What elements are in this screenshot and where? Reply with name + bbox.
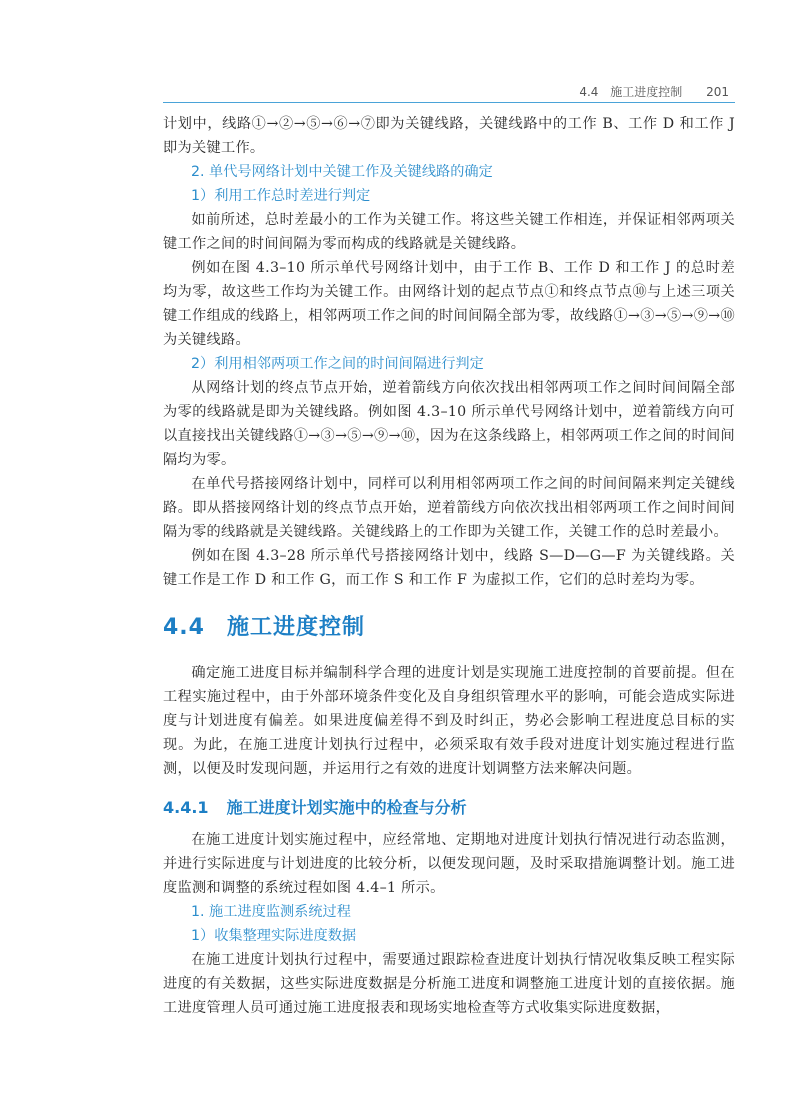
header-section-number: 4.4 <box>579 85 599 99</box>
subsection-number: 4.4.1 <box>163 798 209 817</box>
heading-single-code-critical: 2. 单代号网络计划中关键工作及关键线路的确定 <box>191 164 493 180</box>
heading-monitoring-process: 1. 施工进度监测系统过程 <box>191 904 351 920</box>
paragraph-time-interval: 从网络计划的终点节点开始，逆着箭线方向依次找出相邻两项工作之间时间间隔全部为零的线路就是即为关键线路。例如图 4.3–10 所示单代号网络计划中，逆着箭线方向可以直接找出关键线路①→③→⑤→⑨→⑩，因为在这条线路上，相邻两项工作之间的时间间隔均为零。 <box>163 380 735 468</box>
header-text <box>579 83 729 100</box>
page-body <box>163 112 735 1020</box>
section-heading <box>163 610 735 641</box>
page-number: 201 <box>706 85 729 99</box>
paragraph-example-fig-4-3-10: 例如在图 4.3–10 所示单代号网络计划中，由于工作 B、工作 D 和工作 J 的总时差均为零，故这些工作均为关键工作。由网络计划的起点节点①和终点节点⑩与上述三项关键工作组成的线路上，相邻两项工作之间的时间间隔全部为零，故线路①→③→⑤→⑨→⑩为关键线路。 <box>163 260 735 348</box>
subsection-title: 施工进度计划实施中的检查与分析 <box>226 798 467 817</box>
paragraph-section-intro: 确定施工进度目标并编制科学合理的进度计划是实现施工进度控制的首要前提。但在工程实施过程中，由于外部环境条件变化及自身组织管理水平的影响，可能会造成实际进度与计划进度有偏差。如果进度偏差得不到及时纠正，势必会影响工程进度总目标的实现。为此，在施工进度计划执行过程中，必须采取有效手段对进度计划实施过程进行监测，以便及时发现问题，并运用行之有效的进度计划调整方法来解决问题。 <box>163 665 735 777</box>
subsection-heading <box>163 795 735 818</box>
running-header <box>163 78 735 103</box>
paragraph-collect-data: 在施工进度计划执行过程中，需要通过跟踪检查进度计划执行情况收集反映工程实际进度的有关数据，这些实际进度数据是分析施工进度和调整施工进度计划的直接依据。施工进度管理人员可通过施工进度报表和现场实地检查等方式收集实际进度数据， <box>163 952 735 1016</box>
heading-time-interval-method: 2）利用相邻两项工作之间的时间间隔进行判定 <box>191 356 484 372</box>
paragraph-monitoring-intro: 在施工进度计划实施过程中，应经常地、定期地对进度计划执行情况进行动态监测，并进行实际进度与计划进度的比较分析，以便发现问题，及时采取措施调整计划。施工进度监测和调整的系统过程如图 4.4–1 所示。 <box>163 832 735 896</box>
paragraph-lap-network: 在单代号搭接网络计划中，同样可以利用相邻两项工作之间的时间间隔来判定关键线路。即从搭接网络计划的终点节点开始，逆着箭线方向依次找出相邻两项工作之间时间间隔为零的线路就是关键线路。关键线路上的工作即为关键工作，关键工作的总时差最小。 <box>163 476 735 540</box>
paragraph-example-fig-4-3-28: 例如在图 4.3–28 所示单代号搭接网络计划中，线路 S—D—G—F 为关键线路。关键工作是工作 D 和工作 G，而工作 S 和工作 F 为虚拟工作，它们的总时差均为零。 <box>163 548 735 588</box>
section-number: 4.4 <box>163 615 205 640</box>
paragraph-total-float: 如前所述，总时差最小的工作为关键工作。将这些关键工作相连，并保证相邻两项关键工作之间的时间间隔为零而构成的线路就是关键线路。 <box>163 212 735 252</box>
heading-collect-data: 1）收集整理实际进度数据 <box>191 928 357 944</box>
heading-total-float-method: 1）利用工作总时差进行判定 <box>191 188 371 204</box>
header-section-title: 施工进度控制 <box>610 85 683 99</box>
section-title: 施工进度控制 <box>226 615 365 640</box>
paragraph-continued: 计划中，线路①→②→⑤→⑥→⑦即为关键线路，关键线路中的工作 B、工作 D 和工作 J 即为关键工作。 <box>163 116 735 156</box>
